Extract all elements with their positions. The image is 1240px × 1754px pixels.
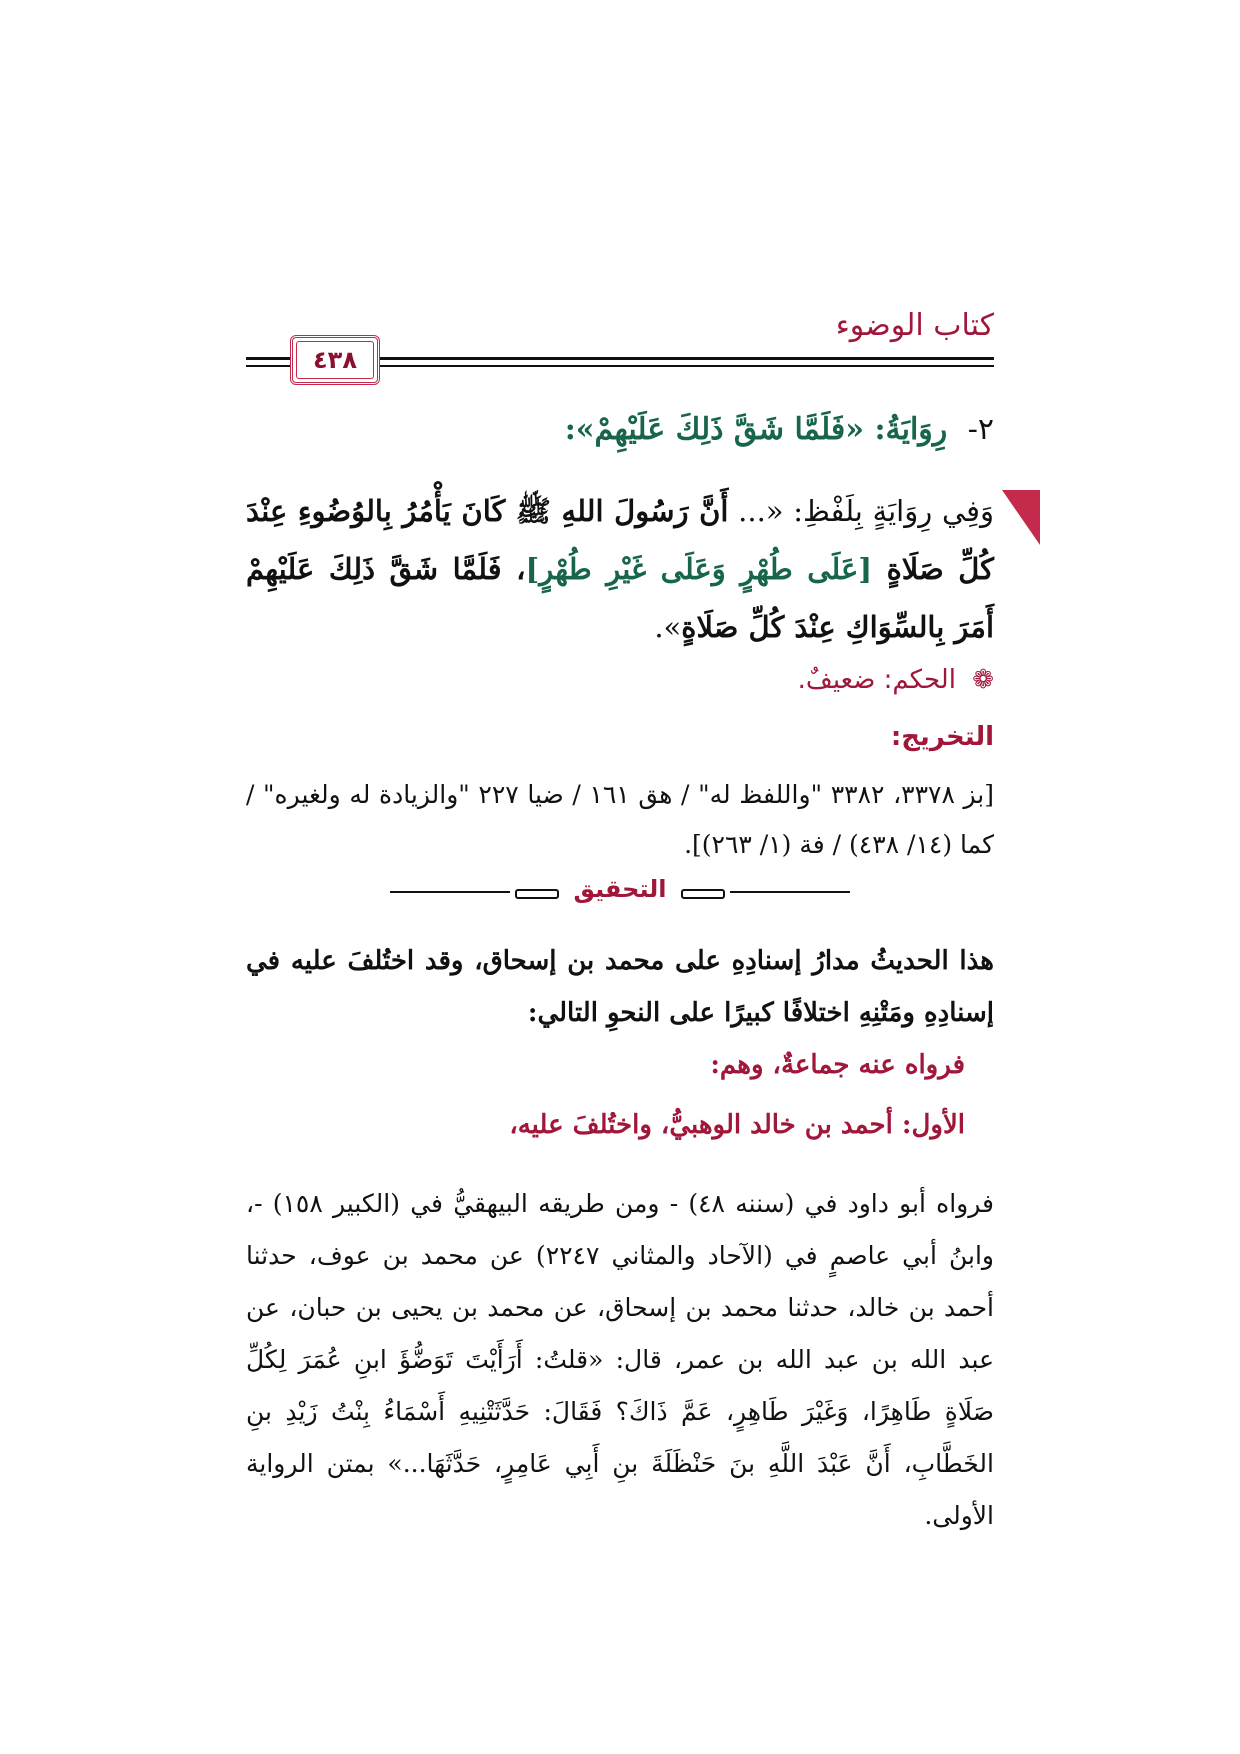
ruling-value: ضعيفٌ. bbox=[797, 665, 876, 695]
section-number: ٢- bbox=[967, 412, 994, 447]
ruling bbox=[798, 665, 994, 695]
flower-icon: ❁ bbox=[972, 665, 994, 695]
takhrij-label: التخريج: bbox=[890, 722, 994, 752]
divider-ornament-icon bbox=[681, 889, 725, 899]
hadith-addition: [عَلَى طُهْرٍ وَعَلَى غَيْرِ طُهْرٍ] bbox=[525, 552, 873, 586]
tahqiq-title: التحقيق bbox=[573, 875, 667, 903]
first-narrator-heading: الأول: أحمد بن خالد الوهبيُّ، واختُلفَ عليه، bbox=[509, 1110, 965, 1140]
section-heading bbox=[246, 412, 994, 447]
hadith-closing: ». bbox=[654, 610, 682, 644]
book-title: كتاب الوضوء bbox=[835, 308, 994, 343]
hadith-main: أَنَّ رَسُولَ اللهِ ﷺ كَانَ يَأْمُرُ بِالوُضُوءِ عِنْدَ كُلِّ صَلَاةٍ bbox=[246, 494, 994, 586]
ruling-label: الحكم: bbox=[883, 665, 956, 695]
section-title: رِوَايَةُ: «فَلَمَّا شَقَّ ذَلِكَ عَلَيْهِمْ»: bbox=[564, 412, 948, 447]
tahqiq-divider bbox=[390, 875, 850, 909]
page-number: ٤٣٨ bbox=[290, 335, 380, 385]
corner-ornament-icon bbox=[1002, 490, 1040, 545]
group-heading: فرواه عنه جماعةٌ، وهم: bbox=[710, 1050, 965, 1080]
hadith-end: ، فَلَمَّا شَقَّ ذَلِكَ عَلَيْهِمْ أَمَرَ بِالسِّوَاكِ عِنْدَ كُلِّ صَلَاةٍ bbox=[246, 552, 994, 644]
tahqiq-body: فرواه أبو داود في (سننه ٤٨) - ومن طريقه البيهقيُّ في (الكبير ١٥٨) -، وابنُ أبي عاصمٍ في (الآحاد والمثاني ٢٢٤٧) عن محمد بن عوف، حدثنا أحمد بن خالد، حدثنا محمد بن إسحاق، عن محمد بن يحيى بن حبان، عن عبد الله بن عبد الله بن عمر، قال: «قلتُ: أَرَأَيْتَ تَوَضُّؤَ ابنِ عُمَرَ لِكُلِّ صَلَاةٍ طَاهِرًا، وَغَيْرَ طَاهِرٍ، عَمَّ ذَاكَ؟ فَقَالَ: حَدَّثَتْنِيهِ أَسْمَاءُ بِنْتُ زَيْدِ بنِ الخَطَّابِ، أَنَّ عَبْدَ اللَّهِ بنَ حَنْظَلَةَ بنِ أَبِي عَامِرٍ، حَدَّثَهَا...» بمتن الرواية الأولى. bbox=[246, 1189, 994, 1530]
takhrij-text: [بز ٣٣٧٨، ٣٣٨٢ "واللفظ له" / هق ١٦١ / ضيا ٢٢٧ "والزيادة له ولغيره" / كما (١٤/ ٤٣٨) / فة (١/ ٢٦٣)]. bbox=[246, 780, 995, 859]
hadith-intro: وَفِي رِوَايَةٍ بِلَفْظِ: «... bbox=[728, 494, 994, 528]
hadith-text bbox=[246, 482, 994, 656]
tahqiq-intro: هذا الحديثُ مدارُ إسنادِهِ على محمد بن إسحاق، وقد اختُلفَ عليه في إسنادِهِ ومَتْنِهِ اختلافًا كبيرًا على النحوِ التالي: bbox=[246, 946, 994, 1028]
divider-line-right bbox=[730, 891, 850, 893]
